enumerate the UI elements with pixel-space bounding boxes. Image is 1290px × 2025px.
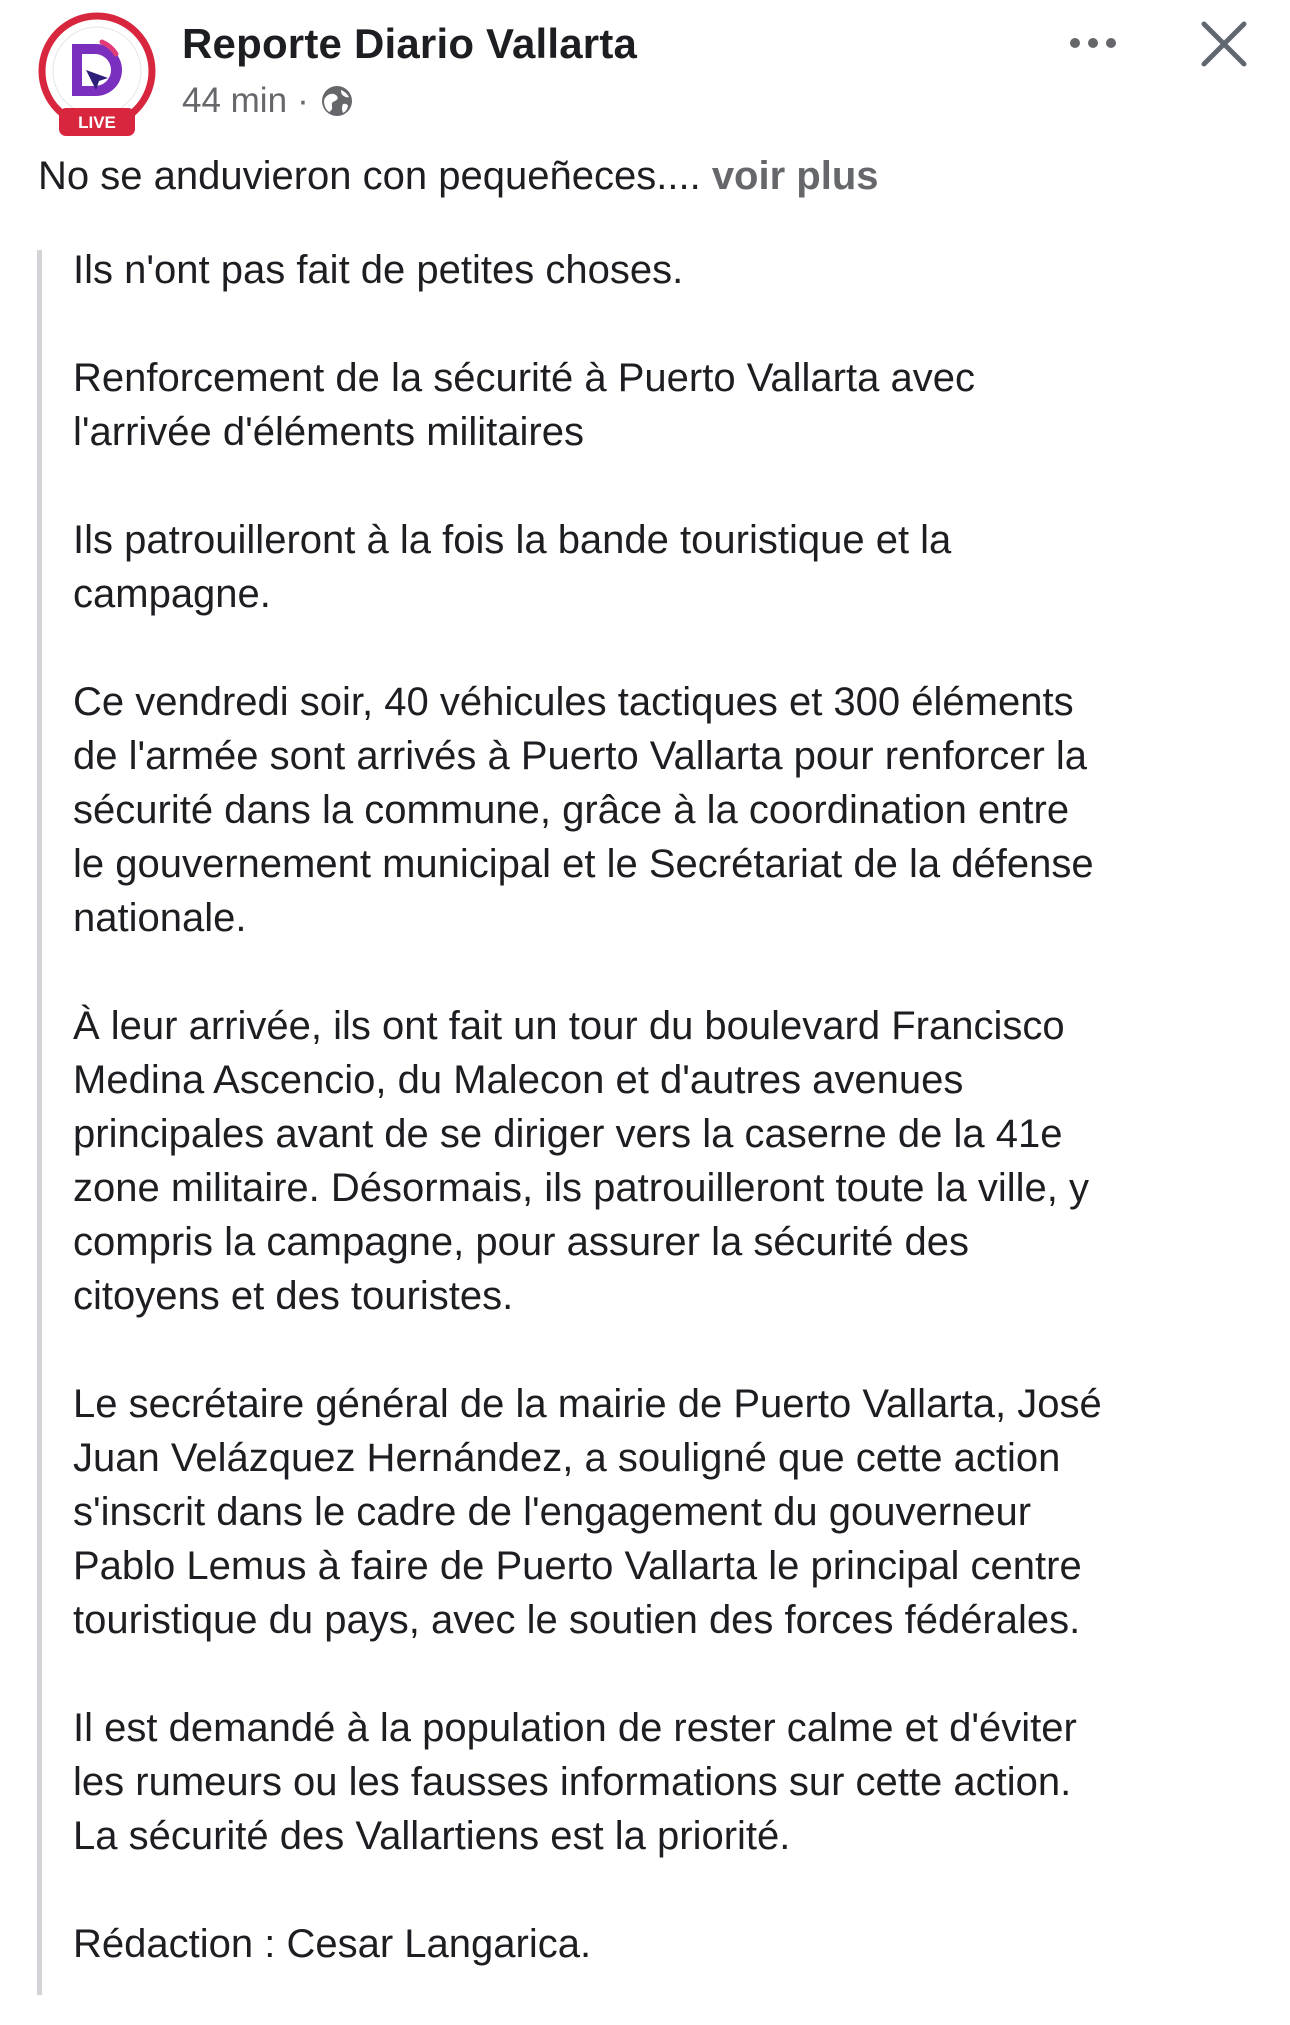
translation-line: zone militaire. Désormais, ils patrouilleront toute la ville, y bbox=[73, 1166, 1089, 1210]
translation-line: de l'armée sont arrivés à Puerto Vallarta pour renforcer la bbox=[73, 734, 1088, 778]
translation-line: l'arrivée d'éléments militaires bbox=[73, 410, 584, 454]
translation-paragraph bbox=[73, 513, 1273, 621]
translation-line: Juan Velázquez Hernández, a souligné que cette action bbox=[73, 1436, 1061, 1480]
translation-line: campagne. bbox=[73, 572, 271, 616]
translation-line: Il est demandé à la population de rester calme et d'éviter bbox=[73, 1706, 1077, 1750]
translation-line: Renforcement de la sécurité à Puerto Vallarta avec bbox=[73, 356, 975, 400]
translation-paragraph bbox=[73, 1701, 1273, 1863]
translation-line: nationale. bbox=[73, 896, 247, 940]
translation-line: À leur arrivée, ils ont fait un tour du boulevard Francisco bbox=[73, 1004, 1065, 1048]
post-meta bbox=[182, 78, 355, 124]
translation-line: La sécurité des Vallartiens est la priorité. bbox=[73, 1814, 791, 1858]
translation-paragraph bbox=[73, 1377, 1273, 1647]
translated-text bbox=[73, 243, 1273, 2025]
post-caption bbox=[38, 154, 879, 199]
translation-line: Medina Ascencio, du Malecon et d'autres avenues bbox=[73, 1058, 964, 1102]
translation-line: touristique du pays, avec le soutien des forces fédérales. bbox=[73, 1598, 1081, 1642]
more-horizontal-icon bbox=[1058, 18, 1128, 68]
more-options-button[interactable] bbox=[1058, 18, 1128, 68]
translation-paragraph bbox=[73, 1917, 1273, 1971]
translation-line: Ils patrouilleront à la fois la bande touristique et la bbox=[73, 518, 952, 562]
close-icon bbox=[1194, 14, 1254, 74]
translation-line: Le secrétaire général de la mairie de Puerto Vallarta, José bbox=[73, 1382, 1102, 1426]
translation-line: le gouvernement municipal et le Secrétariat de la défense bbox=[73, 842, 1094, 886]
translation-quote-bar bbox=[37, 250, 42, 1995]
translation-line: Pablo Lemus à faire de Puerto Vallarta le principal centre bbox=[73, 1544, 1082, 1588]
post-header bbox=[0, 0, 1290, 150]
live-badge-label: LIVE bbox=[78, 113, 116, 132]
translation-line: Ils n'ont pas fait de petites choses. bbox=[73, 248, 684, 292]
reporte-diario-logo-icon bbox=[34, 12, 160, 138]
meta-separator: · bbox=[297, 81, 309, 120]
translation-paragraph bbox=[73, 675, 1273, 945]
globe-icon bbox=[319, 83, 355, 119]
translation-line: principales avant de se diriger vers la caserne de la 41e bbox=[73, 1112, 1063, 1156]
translation-line: les rumeurs ou les fausses informations sur cette action. bbox=[73, 1760, 1072, 1804]
translation-line: Ce vendredi soir, 40 véhicules tactiques et 300 éléments bbox=[73, 680, 1074, 724]
see-more-link[interactable]: voir plus bbox=[711, 154, 879, 198]
translation-paragraph bbox=[73, 999, 1273, 1323]
translation-line: Rédaction : Cesar Langarica. bbox=[73, 1922, 592, 1966]
translation-line: compris la campagne, pour assurer la sécurité des bbox=[73, 1220, 969, 1264]
post-timestamp[interactable]: 44 min bbox=[182, 81, 288, 120]
translation-paragraph bbox=[73, 243, 1273, 297]
caption-text: No se anduvieron con pequeñeces.... bbox=[38, 154, 701, 198]
close-button[interactable] bbox=[1194, 14, 1254, 74]
translation-paragraph bbox=[73, 351, 1273, 459]
page-avatar[interactable] bbox=[34, 12, 160, 138]
page-name[interactable]: Reporte Diario Vallarta bbox=[182, 20, 638, 67]
translation-line: s'inscrit dans le cadre de l'engagement du gouverneur bbox=[73, 1490, 1032, 1534]
translation-line: citoyens et des touristes. bbox=[73, 1274, 514, 1318]
translation-line: sécurité dans la commune, grâce à la coordination entre bbox=[73, 788, 1070, 832]
